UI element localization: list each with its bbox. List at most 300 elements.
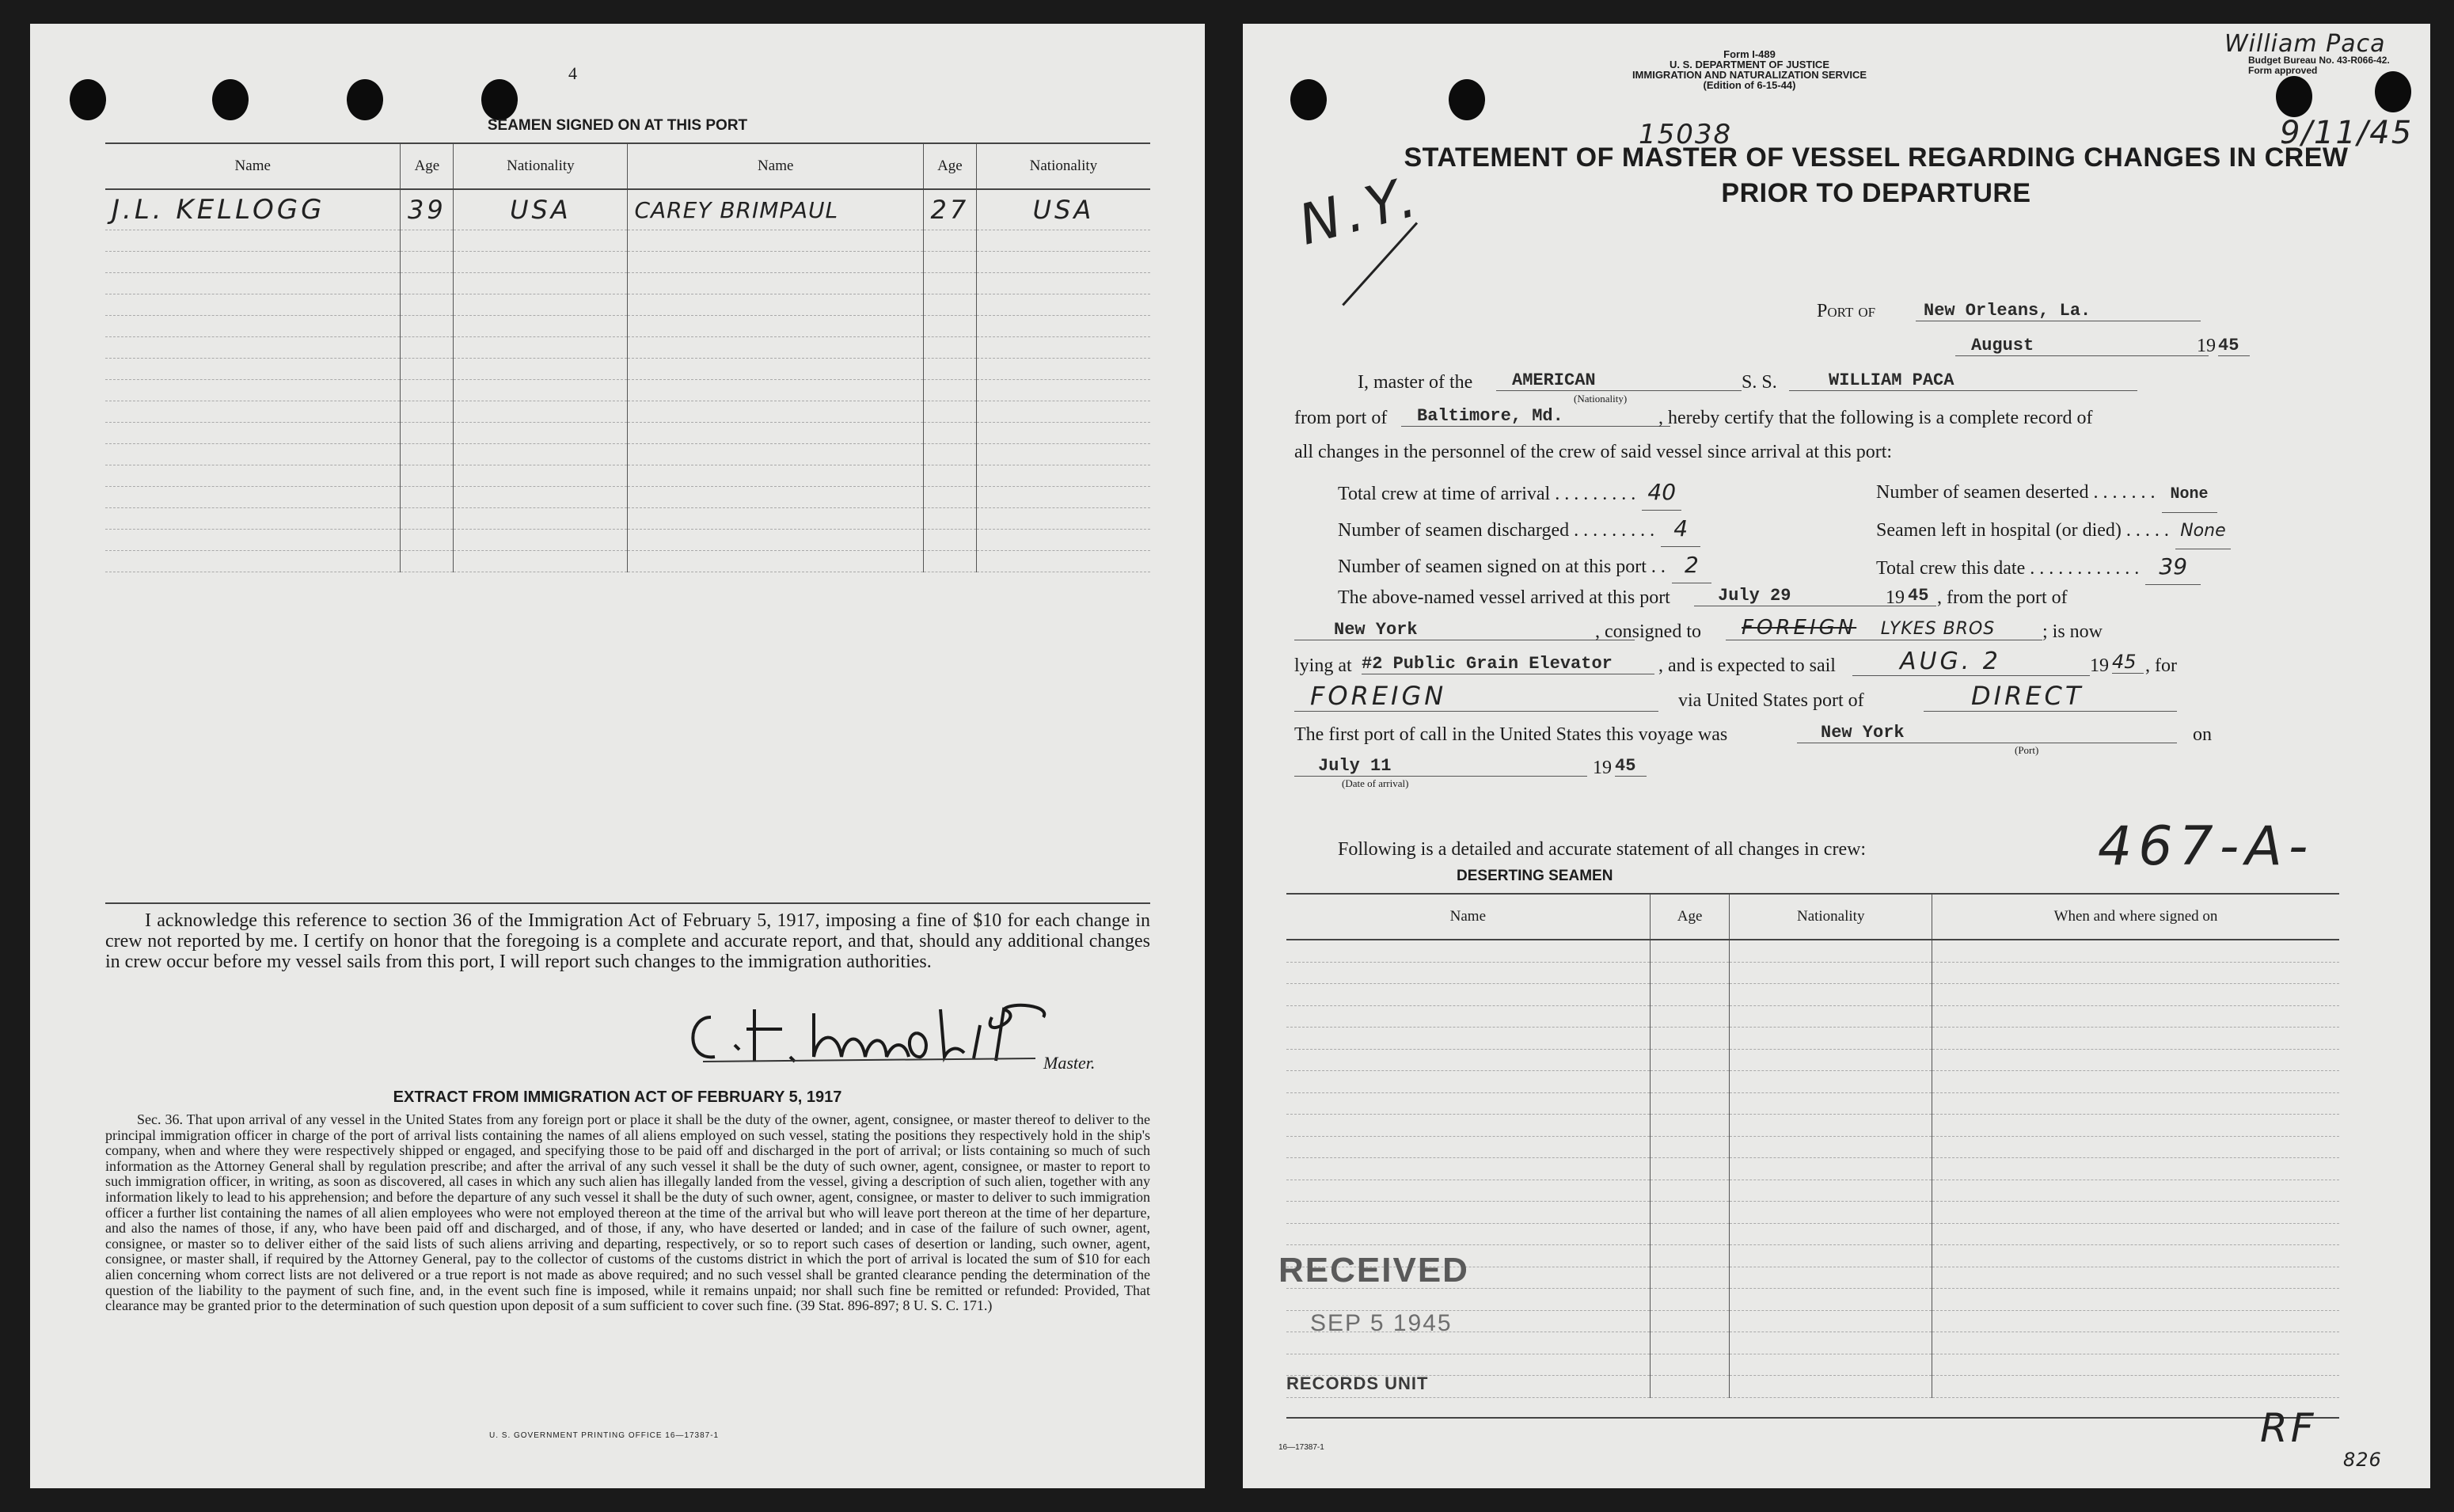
deserting-title: DESERTING SEAMEN [1457,868,1613,884]
table-cell [1650,1245,1730,1267]
table-cell [454,337,628,359]
table-cell [401,294,454,316]
table-row [105,465,1150,487]
column-header: Age [401,143,454,189]
table-cell [401,487,454,508]
lying-value: #2 Public Grain Elevator [1362,654,1654,674]
table-cell [1932,940,2339,962]
stat-value: 39 [2145,549,2201,585]
via-port: DIRECT [1924,681,2177,712]
table-cell [1932,1028,2339,1050]
table-row [105,551,1150,572]
table-cell [924,465,977,487]
arrived-date: July 29 [1694,586,1908,606]
table-cell [1932,1310,2339,1332]
table-cell [1932,1136,2339,1158]
table-cell [1932,1049,2339,1071]
table-cell [924,380,977,401]
table-cell [1650,1005,1730,1028]
table-cell [401,508,454,530]
first-port: New York [1797,723,2177,743]
punch-hole [2276,76,2312,117]
table-cell [976,508,1150,530]
table-cell [1650,1310,1730,1332]
table-cell [1286,984,1650,1006]
from-port-value: Baltimore, Md. [1401,406,1670,427]
table-cell [1286,1005,1650,1028]
table-cell [924,316,977,337]
stat-deserted [1876,475,2231,513]
stat-label: Number of seamen discharged . . . . . . . . . [1338,520,1655,541]
first-year: 45 [1615,756,1647,777]
entry-nationality: USA [454,189,628,230]
table-cell [1932,1376,2339,1398]
form-title [1322,142,2430,209]
budget-note [2248,55,2390,76]
on-label: on [2193,724,2212,745]
destination: FOREIGN [1294,681,1658,712]
stat-discharged [1338,511,1711,548]
handwritten-vessel-name: William Paca [2224,30,2386,58]
table-cell [1730,1092,1932,1115]
table-cell [1932,1289,2339,1311]
table-cell [401,316,454,337]
table-cell [1650,1376,1730,1398]
master-text: I, master of the [1358,372,1473,393]
table-cell [1286,1071,1650,1093]
table-cell [1932,1245,2339,1267]
table-cell [976,530,1150,551]
page-number: 4 [568,63,577,83]
expected-text: , and is expected to sail [1658,655,1836,676]
table-cell [401,273,454,294]
table-cell [628,316,924,337]
table-cell [454,508,628,530]
vessel-name: WILLIAM PACA [1789,370,2137,391]
table-cell [1730,1202,1932,1224]
table-cell [1286,940,1650,962]
sail-year: 45 [2112,651,2144,674]
form-header [1607,49,1892,90]
table-row [1286,1202,2339,1224]
table-cell [1932,1158,2339,1180]
table-cell [1932,1223,2339,1245]
table-cell [454,401,628,423]
table-cell [1932,984,2339,1006]
from-port-2: New York [1294,620,1635,640]
table-cell [454,487,628,508]
table-cell [105,530,401,551]
table-row [105,359,1150,380]
table-cell [1932,1071,2339,1093]
table-cell [976,316,1150,337]
column-header: Name [105,143,401,189]
table-cell [1286,1136,1650,1158]
table-cell [1650,1202,1730,1224]
table-cell [1730,1005,1932,1028]
table-cell [401,359,454,380]
table-bottom-rule [105,902,1150,904]
table-cell [454,380,628,401]
table-cell [1650,1354,1730,1376]
table-cell [105,380,401,401]
table-cell [976,551,1150,572]
left-page [30,24,1205,1488]
table-cell [628,273,924,294]
table-cell [628,530,924,551]
table-cell [401,252,454,273]
stat-label: Total crew this date . . . . . . . . . . . . [1876,558,2140,579]
table-cell [1932,1354,2339,1376]
table-cell [1730,962,1932,984]
table-row [1286,1028,2339,1050]
table-row [105,230,1150,252]
table-cell [1932,962,2339,984]
table-cell [1286,1289,1650,1311]
stat-label: Seamen left in hospital (or died) . . . . . [1876,520,2169,541]
table-cell [454,530,628,551]
right-page [1243,24,2430,1488]
seamen-signed-table [105,142,1150,572]
edition: (Edition of 6-15-44) [1703,79,1796,91]
table-cell [1650,940,1730,962]
table-cell [105,273,401,294]
table-cell [1730,1071,1932,1093]
table-cell [1730,1049,1932,1071]
table-cell [924,530,977,551]
table-cell [1650,1158,1730,1180]
stamp-date: SEP 5 1945 [1310,1310,1453,1336]
handwritten-ny: N.Y. [1292,163,1427,258]
table-cell [1730,1267,1932,1289]
table-cell [976,294,1150,316]
year-prefix: 19 [2197,336,2216,356]
table-cell [454,551,628,572]
stat-value: None [2175,514,2231,549]
table-cell [976,337,1150,359]
table-row [105,316,1150,337]
table-cell [628,487,924,508]
consigned-field [1726,616,2042,640]
table-cell [105,337,401,359]
lying-label: lying at [1294,655,1352,676]
printer-line: U. S. GOVERNMENT PRINTING OFFICE 16—17387-1 [489,1431,720,1440]
table-cell [454,359,628,380]
date-year: 45 [2218,336,2250,356]
table-cell [1932,1267,2339,1289]
table-cell [924,294,977,316]
arrived-year: 45 [1908,586,1936,606]
table-row [105,487,1150,508]
table-cell [1932,1115,2339,1137]
table-cell [628,359,924,380]
punch-hole [70,79,106,120]
table-cell [924,487,977,508]
table-cell [924,423,977,444]
table-cell [628,444,924,465]
table-cell [401,337,454,359]
table-cell [628,252,924,273]
table-cell [401,380,454,401]
table-cell [1730,1180,1932,1202]
table-cell [1650,1136,1730,1158]
table-cell [1932,1180,2339,1202]
handwritten-number: 15038 [1639,119,1733,150]
port-label: Port of [1817,301,1876,321]
entry-name: CAREY BRIMPAUL [628,189,924,230]
table-cell [454,316,628,337]
table-cell [1286,1049,1650,1071]
stat-value: 4 [1661,511,1700,547]
table-cell [976,230,1150,252]
stat-hospital [1876,513,2231,549]
table-cell [976,359,1150,380]
table-cell [454,444,628,465]
table-cell [976,273,1150,294]
table-row [105,273,1150,294]
table-cell [628,380,924,401]
table-cell [105,230,401,252]
date-caption: (Date of arrival) [1342,777,1409,789]
table-cell [1650,1071,1730,1093]
punch-hole [1449,79,1485,120]
table-cell [105,294,401,316]
initials: RF [2260,1405,2317,1451]
table-cell [1286,1180,1650,1202]
table-row [1286,1115,2339,1137]
certify-text-2: all changes in the personnel of the crew of said vessel since arrival at this port: [1294,442,1893,462]
entry-age: 27 [924,189,977,230]
table-cell [1286,1202,1650,1224]
table-row [105,508,1150,530]
master-signature [679,986,1059,1073]
table-cell [924,551,977,572]
table-cell [976,380,1150,401]
table-row [105,337,1150,359]
table-cell [924,252,977,273]
stat-label: Total crew at time of arrival . . . . . . . . . [1338,484,1636,504]
table-row [105,530,1150,551]
table-cell [1650,1092,1730,1115]
table-bottom-rule [1286,1417,2339,1419]
table-cell [401,230,454,252]
first-date: July 11 [1294,756,1587,777]
table-row [1286,1136,2339,1158]
certify-text: , hereby certify that the following is a complete record of [1658,408,2093,428]
table-row [105,423,1150,444]
via-text: via United States port of [1678,690,1864,711]
table-row [105,189,1150,230]
table-cell [105,316,401,337]
table-cell [1932,1332,2339,1354]
table-cell [1932,1005,2339,1028]
master-label: Master. [1043,1053,1096,1073]
port-value: New Orleans, La. [1916,301,2201,321]
stat-signed-on [1338,548,1711,584]
stats-left [1338,475,1711,584]
table-row [1286,1289,2339,1311]
table-row [1286,984,2339,1006]
form-number: Form I-489 [1723,48,1776,60]
table-cell [628,337,924,359]
table-cell [454,230,628,252]
entry-age: 39 [401,189,454,230]
punch-hole [347,79,383,120]
table-cell [1730,1289,1932,1311]
table-cell [1730,1245,1932,1267]
table-cell [1286,1158,1650,1180]
table-row [1286,1049,2339,1071]
table-cell [401,444,454,465]
table-cell [105,252,401,273]
column-header: Nationality [454,143,628,189]
table-cell [924,359,977,380]
table-cell [924,401,977,423]
consigned-value: LYKES BROS [1880,619,1996,639]
table-row [1286,1223,2339,1245]
table-row [1286,1158,2339,1180]
stat-label: Number of seamen deserted . . . . . . . [1876,482,2156,503]
table-cell [1650,1049,1730,1071]
port-caption: (Port) [2015,744,2039,756]
table-cell [1286,1354,1650,1376]
table-cell [1650,962,1730,984]
table-cell [628,294,924,316]
column-header: Age [1650,894,1730,940]
table-cell [924,230,977,252]
table-cell [976,401,1150,423]
table-cell [1286,1223,1650,1245]
nationality-caption: (Nationality) [1574,393,1628,405]
extract-text: Sec. 36. That upon arrival of any vessel in the United States from any foreign port or place it shall be the duty of the owner, agent, consignee, or master thereof to deliver to the principal immigration officer in charge of the port of arrival lists containing the names of all aliens employed on such vessel, stating the positions they respectively hold in the ship's company, when and where they were respectively shipped or engaged, and specifying those to be paid off and discharged in the port of arrival; or lists containing so much of such information as the Attorney General shall by regulation prescribe; and after the arrival of any such vessel it shall be the duty of such owner, agent, consignee, or master to report to such immigration officer, in writing, as soon as discovered, all cases in which any such alien has illegally landed from the vessel, giving a description of such alien, together with any information likely to lead to his apprehension; and before the departure of any such vessel it shall be the duty of such owner, agent, consignee, or master to deliver to such immigration officer a further list containing the names of all alien employees who were not employed thereon at the time of the arrival but who will leave port thereon at the time of her departure, and also the names of those, if any, who have been paid off and discharged, and of those, if any, who have deserted or landed; and in case of the failure of such owner, agent, consignee, or master so to deliver either of the said lists of such aliens arriving and departing, respectively, or so to report such cases of desertion or landing, such owner, agent, consignee, or master shall, if required by the Attorney General, pay to the collector of customs of the customs district in which the port of arrival is located the sum of $10 for each alien concerning whom correct lists are not delivered or a true report is not made as above required; and no such vessel shall be granted clearance pending the determination of the question of the liability to the payment of such fine, and, in the event such fine is imposed, while it remains unpaid; nor shall such fine be remitted or refunded: Provided, That clearance may be granted prior to the determination of such question upon deposit of a sum sufficient to cover such fine. (39 Stat. 896-897; 8 U. S. C. 171.) [105,1111,1150,1314]
table-cell [454,273,628,294]
table-cell [105,465,401,487]
budget-number: Budget Bureau No. 43-R066-42. [2248,55,2390,66]
acknowledgement-text: I acknowledge this reference to section 36 of the Immigration Act of February 5, 1917, imposing a fine of $10 for each change in crew not reported by me. I certify on honor that the foregoing is a complete and accurate report, and that, should any additional changes in crew occur before my vessel sails from this port, I will report such changes to the immigration authorities. [105,910,1150,972]
year-prefix: 19 [1886,587,1905,608]
column-header: Age [924,143,977,189]
table-row [1286,1005,2339,1028]
table-cell [1650,1115,1730,1137]
column-header: Name [628,143,924,189]
table-cell [924,273,977,294]
table-cell [1286,1092,1650,1115]
table-cell [105,423,401,444]
stat-value: None [2162,477,2217,513]
table-cell [1286,1028,1650,1050]
table-cell [1650,1223,1730,1245]
table-cell [924,337,977,359]
year-prefix: 19 [2090,655,2109,676]
table-cell [401,465,454,487]
sail-date: AUG. 2 [1852,648,2090,676]
title-line-1: STATEMENT OF MASTER OF VESSEL REGARDING CHANGES IN CREW [1404,142,2349,173]
table-cell [628,465,924,487]
table-cell [401,423,454,444]
stat-label: Number of seamen signed on at this port . . [1338,557,1666,577]
table-cell [1932,1202,2339,1224]
table-row [105,252,1150,273]
column-header: Name [1286,894,1650,940]
stat-total-date [1876,549,2231,586]
table-cell [924,444,977,465]
table-row [1286,1092,2339,1115]
year-prefix: 19 [1593,758,1612,778]
table-cell [628,423,924,444]
column-header: Nationality [976,143,1150,189]
table-cell [1730,1310,1932,1332]
punch-hole [2375,71,2411,112]
table-cell [1932,1092,2339,1115]
table-cell [105,359,401,380]
punch-hole [1290,79,1327,120]
entry-nationality: USA [976,189,1150,230]
table-row [1286,1354,2339,1376]
stamp-unit: RECORDS UNIT [1286,1373,1429,1393]
handwritten-date: 9/11/45 [2280,115,2414,151]
table-row [105,401,1150,423]
table-cell [1730,1115,1932,1137]
from-port-label: from port of [1294,408,1388,428]
table-cell [976,444,1150,465]
table-cell [1730,940,1932,962]
table-cell [1650,1180,1730,1202]
table-cell [1730,1223,1932,1245]
for-label: , for [2145,655,2177,676]
table-row [1286,962,2339,984]
stat-total-arrival [1338,475,1711,511]
table-cell [105,401,401,423]
table-row [105,444,1150,465]
arrived-text: The above-named vessel arrived at this port [1338,587,1670,608]
table-cell [1650,1289,1730,1311]
table-cell [924,508,977,530]
table-cell [1730,1332,1932,1354]
table-cell [976,487,1150,508]
table-cell [976,252,1150,273]
table-cell [454,423,628,444]
table-cell [105,487,401,508]
arrived-text-2: , from the port of [1937,587,2068,608]
punch-hole [212,79,249,120]
punch-hole [481,79,518,120]
table-cell [976,423,1150,444]
stat-value: 2 [1672,548,1711,583]
section-title: SEAMEN SIGNED ON AT THIS PORT [487,117,748,134]
table-cell [628,551,924,572]
consigned-label: , consigned to [1595,621,1701,642]
table-cell [454,465,628,487]
table-row [105,380,1150,401]
table-cell [1730,1158,1932,1180]
table-cell [1650,1332,1730,1354]
table-cell [1730,1028,1932,1050]
table-cell [1286,1115,1650,1137]
table-cell [628,508,924,530]
table-cell [976,465,1150,487]
entry-name: J.L. KELLOGG [105,189,401,230]
table-row [1286,1376,2339,1398]
table-cell [1730,1136,1932,1158]
table-cell [105,444,401,465]
following-text: Following is a detailed and accurate statement of all changes in crew: [1338,839,1867,860]
handwritten-code: 467-A- [2098,815,2315,878]
stat-value: 40 [1642,475,1681,511]
table-row [1286,1180,2339,1202]
table-cell [1650,984,1730,1006]
nationality-value: AMERICAN [1496,370,1742,391]
table-cell [1730,1354,1932,1376]
